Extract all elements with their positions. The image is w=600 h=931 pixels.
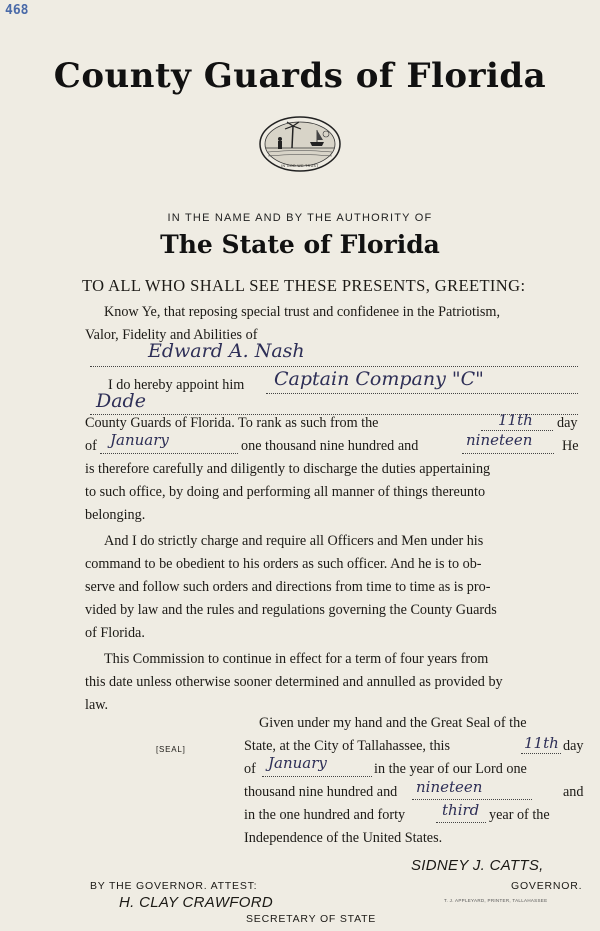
month-line xyxy=(100,453,238,454)
handwritten-day: 11th xyxy=(498,411,533,429)
body-line: vided by law and the rules and regulations governing the County Guards xyxy=(85,602,497,618)
given-line: in the one hundred and forty xyxy=(244,807,406,823)
page-number: 468 xyxy=(5,3,29,18)
given-year-line xyxy=(412,799,532,800)
governor-name: SIDNEY J. CATTS, xyxy=(411,857,544,874)
handwritten-given-month: January xyxy=(268,754,327,772)
body-line: Valor, Fidelity and Abilities of xyxy=(85,327,258,343)
given-day-line xyxy=(521,753,561,754)
governor-title: GOVERNOR. xyxy=(511,880,583,892)
greeting: TO ALL WHO SHALL SEE THESE PRESENTS, GREETING: xyxy=(82,276,526,295)
body-line: of xyxy=(85,438,97,454)
given-line: Given under my hand and the Great Seal of the xyxy=(259,715,527,731)
handwritten-ordinal: third xyxy=(442,801,480,819)
handwritten-given-day: 11th xyxy=(524,734,559,752)
florida-state-seal-icon xyxy=(258,112,342,176)
body-line: day xyxy=(557,415,578,431)
given-line: day xyxy=(563,738,584,754)
secretary-title: SECRETARY OF STATE xyxy=(246,913,377,925)
given-line: thousand nine hundred and xyxy=(244,784,398,800)
given-line: of xyxy=(244,761,256,777)
body-line: is therefore carefully and diligently to discharge the duties appertaining xyxy=(85,461,491,477)
seal-motto: IN GOD WE TRUST xyxy=(281,164,319,168)
handwritten-year: nineteen xyxy=(466,431,533,449)
handwritten-given-year: nineteen xyxy=(416,778,483,796)
handwritten-rank: Captain Company "C" xyxy=(274,368,484,390)
handwritten-county: Dade xyxy=(96,390,146,412)
printer-imprint: T. J. APPLEYARD, PRINTER, TALLAHASSEE xyxy=(444,898,548,903)
attest-label: BY THE GOVERNOR. ATTEST: xyxy=(90,880,258,892)
document-title: County Guards of Florida xyxy=(53,56,547,96)
authority-line: IN THE NAME AND BY THE AUTHORITY OF xyxy=(167,212,433,224)
rank-line xyxy=(266,393,578,394)
secretary-name: H. CLAY CRAWFORD xyxy=(119,894,273,911)
given-line: State, at the City of Tallahassee, this xyxy=(244,738,450,754)
body-line: to such office, by doing and performing all manner of things thereunto xyxy=(85,484,486,500)
body-line: one thousand nine hundred and xyxy=(241,438,419,454)
body-line: I do hereby appoint him xyxy=(108,377,245,393)
body-line: of Florida. xyxy=(85,625,145,641)
handwritten-month: January xyxy=(110,431,169,449)
body-line: And I do strictly charge and require all Officers and Men under his xyxy=(104,533,484,549)
seal-label: [SEAL] xyxy=(156,745,186,754)
body-line: Know Ye, that reposing special trust and confidenee in the Patriotism, xyxy=(104,304,500,320)
body-line: This Commission to continue in effect for a term of four years from xyxy=(104,651,489,667)
body-line: serve and follow such orders and directions from time to time as is pro- xyxy=(85,579,491,595)
given-line: in the year of our Lord one xyxy=(374,761,527,777)
given-line: Independence of the United States. xyxy=(244,830,443,846)
given-month-line xyxy=(262,776,372,777)
year-line xyxy=(462,453,554,454)
given-line: year of the xyxy=(489,807,550,823)
name-line xyxy=(90,366,578,367)
body-line: this date unless otherwise sooner determined and annulled as provided by xyxy=(85,674,503,690)
body-line: He xyxy=(562,438,579,454)
body-line: belonging. xyxy=(85,507,146,523)
given-ordinal-line xyxy=(436,822,486,823)
given-line: and xyxy=(563,784,584,800)
state-title: The State of Florida xyxy=(160,230,440,259)
body-line: County Guards of Florida. To rank as such from the xyxy=(85,415,379,431)
body-line: law. xyxy=(85,697,109,713)
handwritten-name: Edward A. Nash xyxy=(148,340,305,362)
body-line: command to be obedient to his orders as such officer. And he is to ob- xyxy=(85,556,482,572)
